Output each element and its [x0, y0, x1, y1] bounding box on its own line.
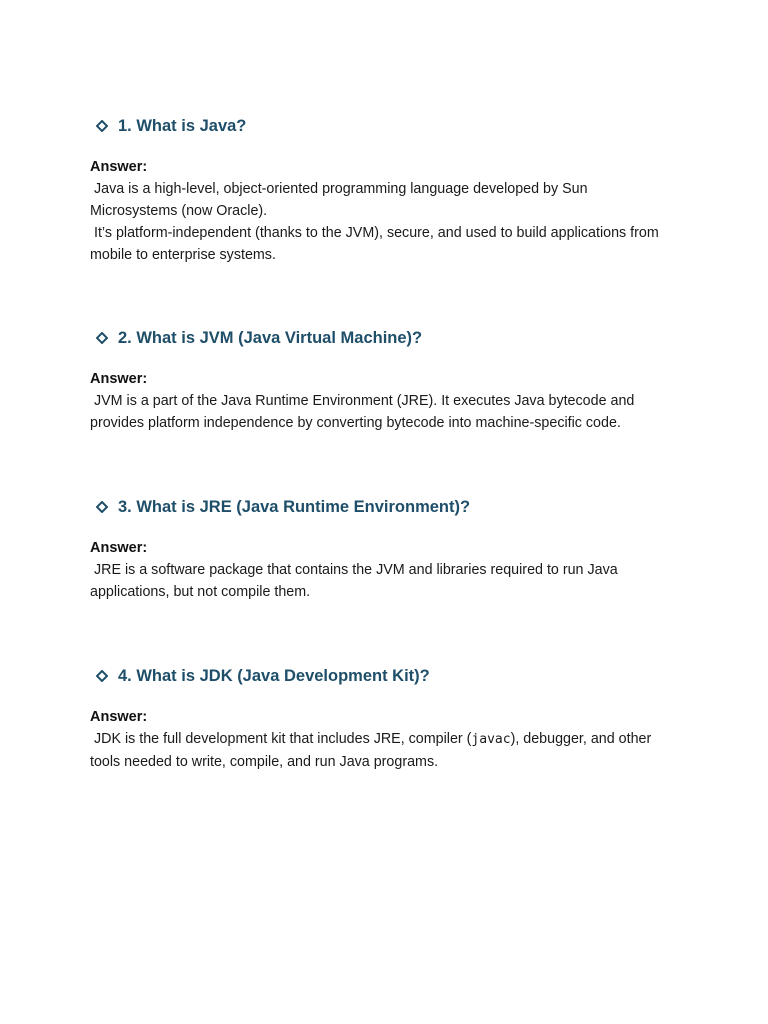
- question-heading-3: [90, 495, 690, 519]
- question-heading-1: [90, 114, 690, 138]
- inline-code-javac: javac: [471, 732, 511, 747]
- diamond-outline-icon: [94, 328, 114, 348]
- answer-text-pre: JDK is the full development kit that includes JRE, compiler (: [90, 731, 472, 747]
- qa-section-1: [90, 114, 690, 266]
- qa-section-2: [90, 326, 690, 434]
- answer-paragraph: JRE is a software package that contains the JVM and libraries required to run Java applications, but not compile them.: [90, 562, 618, 600]
- answer-label: Answer:: [90, 540, 148, 556]
- question-title: 3. What is JRE (Java Runtime Environment)?: [118, 497, 471, 516]
- answer-label: Answer:: [90, 159, 148, 175]
- answer-paragraph: Java is a high-level, object-oriented programming language developed by Sun Microsystems (now Oracle).: [90, 181, 588, 219]
- diamond-outline-icon: [94, 116, 114, 136]
- answer-paragraph: [90, 728, 690, 773]
- question-title: 4. What is JDK (Java Development Kit)?: [118, 666, 430, 685]
- answer-text-post: ), debugger, and other tools needed to write, compile, and run Java programs.: [90, 731, 652, 770]
- answer-paragraph: JVM is a part of the Java Runtime Environment (JRE). It executes Java bytecode and provides platform independence by converting bytecode into machine-specific code.: [90, 393, 635, 431]
- question-title: 2. What is JVM (Java Virtual Machine)?: [118, 328, 423, 347]
- answer-paragraph: It’s platform-independent (thanks to the JVM), secure, and used to build applications from mobile to enterprise systems.: [90, 225, 659, 263]
- answer-label: Answer:: [90, 371, 148, 387]
- qa-section-3: [90, 495, 690, 603]
- diamond-outline-icon: [94, 666, 114, 686]
- question-heading-4: [90, 664, 690, 688]
- answer-label: Answer:: [90, 709, 148, 725]
- diamond-outline-icon: [94, 497, 114, 517]
- qa-section-4: [90, 664, 690, 773]
- question-title: 1. What is Java?: [118, 116, 247, 135]
- question-heading-2: [90, 326, 690, 350]
